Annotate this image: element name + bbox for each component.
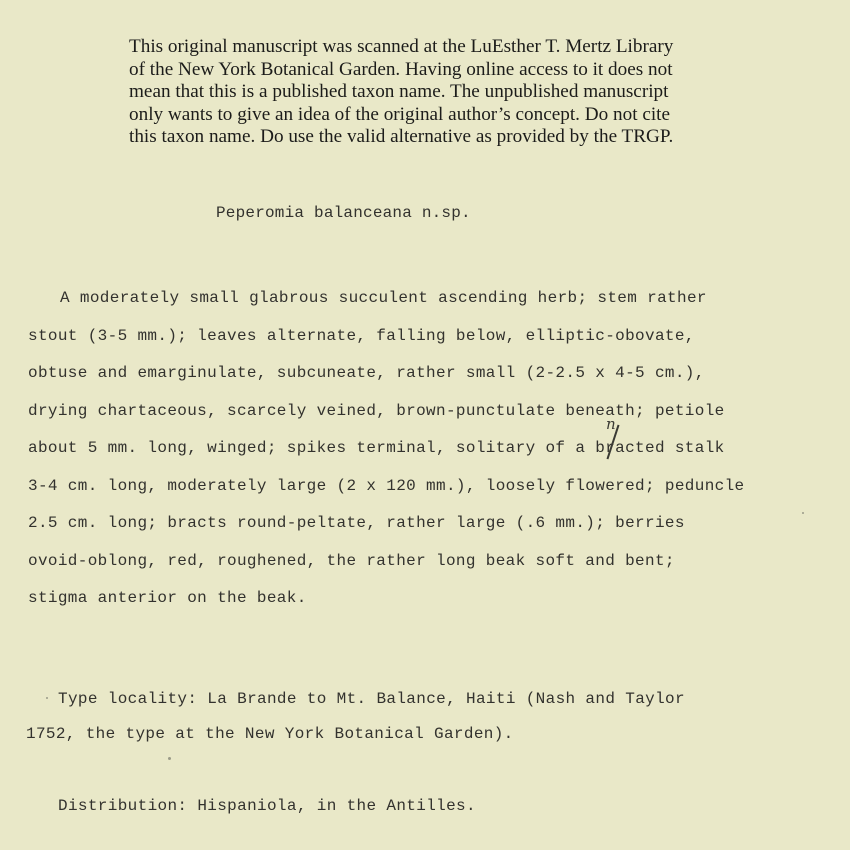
handwritten-correction: n bbox=[606, 415, 616, 433]
distribution: Distribution: Hispaniola, in the Antilles. bbox=[58, 797, 476, 815]
notice-line: mean that this is a published taxon name. The unpublished manuscript bbox=[129, 81, 669, 103]
description-line: stigma anterior on the beak. bbox=[28, 589, 307, 607]
description-line: 2.5 cm. long; bracts round-peltate, rather large (.6 mm.); berries bbox=[28, 514, 685, 532]
paper-speck bbox=[46, 697, 48, 699]
description-line: drying chartaceous, scarcely veined, brown-punctulate beneath; petiole bbox=[28, 401, 725, 420]
type-locality-line: Type locality: La Brande to Mt. Balance, Haiti (Nash and Taylor bbox=[58, 690, 685, 708]
notice-line: this taxon name. Do use the valid alternative as provided by the TRGP. bbox=[129, 126, 674, 148]
type-locality bbox=[26, 682, 846, 752]
library-notice bbox=[129, 36, 769, 149]
description-line: obtuse and emarginulate, subcuneate, rather small (2-2.5 x 4-5 cm.), bbox=[28, 364, 705, 382]
description-line: ovoid-oblong, red, roughened, the rather long beak soft and bent; bbox=[28, 551, 675, 570]
paper-speck bbox=[802, 512, 804, 514]
description-line: about 5 mm. long, winged; spikes terminal, solitary of a bracted stalk bbox=[28, 439, 725, 457]
paper-speck bbox=[168, 757, 171, 760]
species-title: Peperomia balanceana n.sp. bbox=[216, 204, 471, 222]
notice-line: This original manuscript was scanned at the LuEsther T. Mertz Library bbox=[129, 36, 674, 57]
notice-line: only wants to give an idea of the original author’s concept. Do not cite bbox=[129, 103, 671, 125]
species-description bbox=[28, 280, 838, 618]
description-line: 3-4 cm. long, moderately large (2 x 120 mm.), loosely flowered; peduncle bbox=[28, 476, 745, 495]
notice-line: of the New York Botanical Garden. Having online access to it does not bbox=[129, 58, 673, 80]
description-line: A moderately small glabrous succulent ascending herb; stem rather bbox=[60, 289, 707, 307]
type-locality-line: 1752, the type at the New York Botanical Garden). bbox=[26, 725, 514, 743]
description-line: stout (3-5 mm.); leaves alternate, falling below, elliptic-obovate, bbox=[28, 326, 695, 345]
